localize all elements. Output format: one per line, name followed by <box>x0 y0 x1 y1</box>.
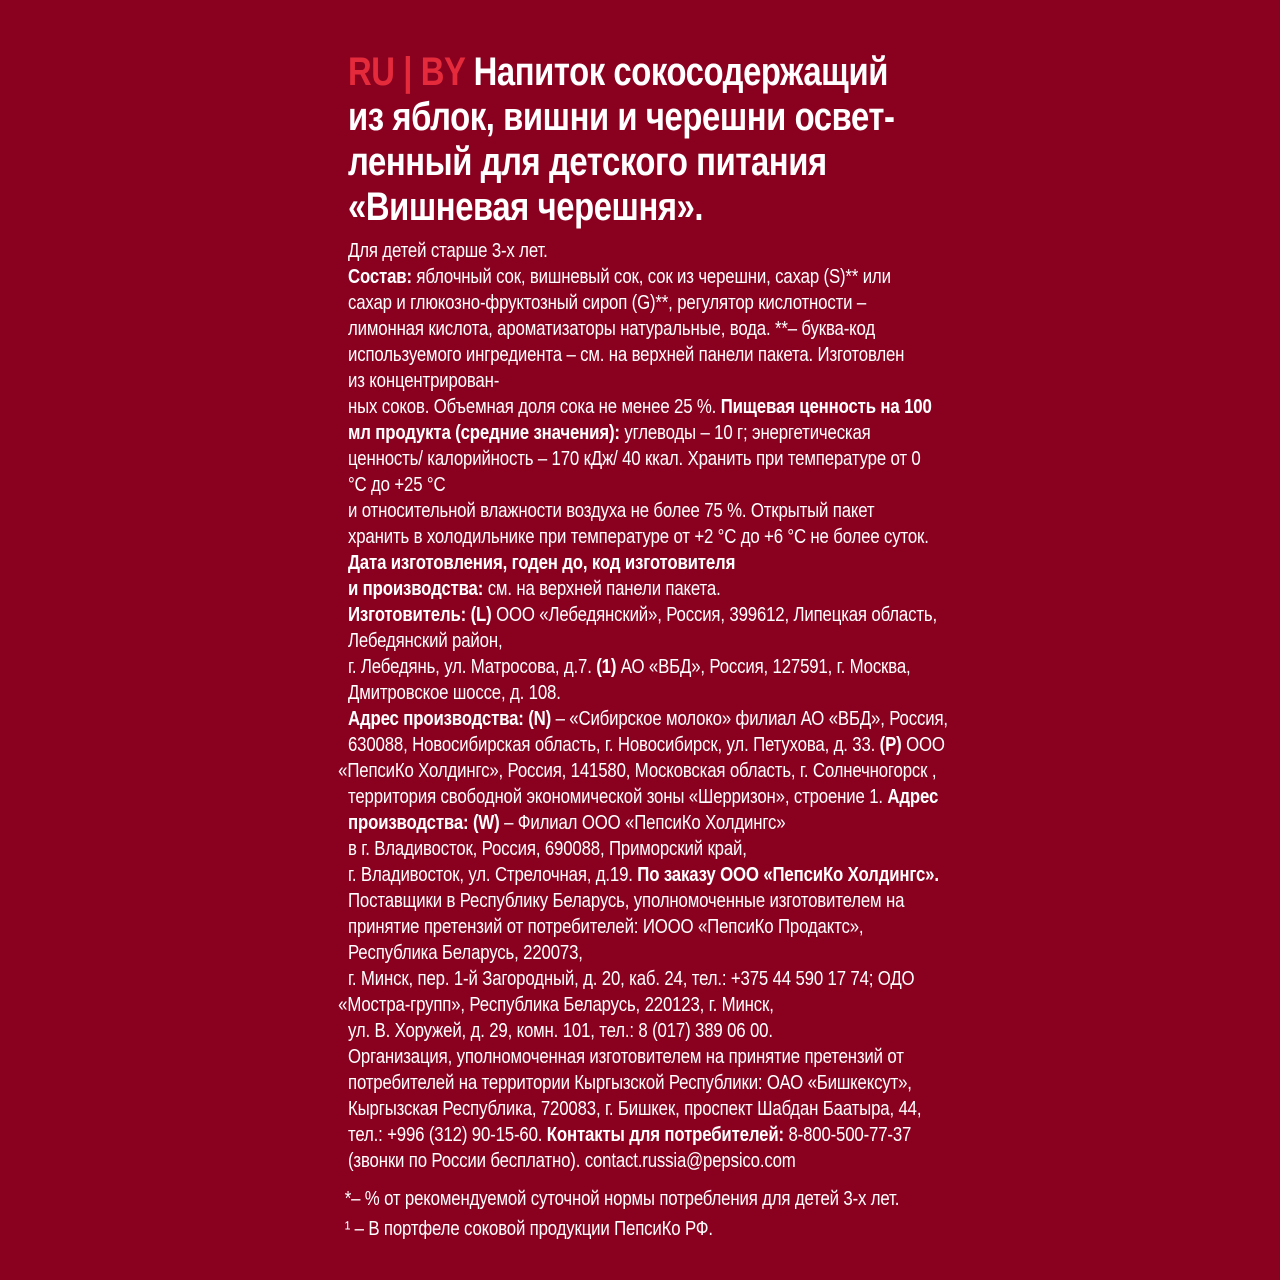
label-text: из концентрирован- <box>348 369 500 392</box>
label-text: в г. Владивосток, Россия, 690088, Приморский край, <box>348 837 747 860</box>
label-text: 8-800-500-77-37 <box>783 1123 912 1146</box>
bold-label-text: Адрес производства: (N) <box>348 707 552 730</box>
label-text-line <box>348 654 938 680</box>
bold-label-text: Адрес <box>887 785 939 808</box>
label-text-line <box>348 1018 938 1044</box>
label-text: Для детей старше 3-х лет. <box>348 239 548 262</box>
label-text-line <box>348 888 938 914</box>
label-text: °С до +25 °С <box>348 473 446 496</box>
label-text-line <box>348 862 938 888</box>
label-text: г. Минск, пер. 1-й Загородный, д. 20, каб. 24, тел.: +375 44 590 17 74; ОДО <box>348 967 915 990</box>
label-text: хранить в холодильнике при температуре от +2 °С до +6 °С не более суток. <box>348 525 929 548</box>
label-text-line <box>348 966 938 992</box>
title-line-2: из яблок, вишни и черешни освет- <box>348 95 895 139</box>
label-text-line <box>348 914 938 940</box>
label-text: Республика Беларусь, 220073, <box>348 941 583 964</box>
label-text-line <box>348 368 938 394</box>
title-line-3: ленный для детского питания <box>348 140 827 184</box>
label-text: «ПепсиКо Холдингс», Россия, 141580, Московская область, г. Солнечногорск , <box>338 759 937 782</box>
label-text-line <box>348 290 938 316</box>
label-text: ООО <box>901 733 945 756</box>
label-text: 630088, Новосибирская область, г. Новосибирск, ул. Петухова, д. 33. <box>348 733 880 756</box>
language-code: RU | BY <box>348 50 465 94</box>
label-text: «Мостра-групп», Республика Беларусь, 220123, г. Минск, <box>338 993 774 1016</box>
label-text-line <box>348 706 948 732</box>
label-text-line <box>348 602 938 628</box>
label-text-line <box>348 1070 938 1096</box>
label-text-line <box>348 498 938 524</box>
product-title <box>348 50 938 230</box>
label-text-line <box>348 1122 938 1148</box>
label-text: тел.: +996 (312) 90-15-60. <box>348 1123 547 1146</box>
label-text-line <box>348 810 938 836</box>
label-text: – «Сибирское молоко» филиал АО «ВБД», Россия, <box>551 707 948 730</box>
footnote-asterisk: *– % от рекомендуемой суточной нормы потребления для детей 3-х лет. <box>344 1187 900 1210</box>
bold-label-text: Изготовитель: (L) <box>348 603 492 626</box>
bold-label-text: По заказу ООО «ПепсиКо Холдингс». <box>637 863 939 886</box>
bold-label-text: Дата изготовления, годен до, код изготовителя <box>348 551 736 574</box>
label-text: АО «ВБД», Россия, 127591, г. Москва, <box>616 655 911 678</box>
bold-label-text: (1) <box>596 655 617 678</box>
label-text-line <box>348 628 938 654</box>
title-line-4: «Вишневая черешня». <box>348 185 704 229</box>
label-text-line <box>348 784 938 810</box>
label-text-line <box>348 316 938 342</box>
label-text-line <box>348 342 938 368</box>
label-text: Кыргызская Республика, 720083, г. Бишкек, проспект Шабдан Баатыра, 44, <box>348 1097 922 1120</box>
label-text: и относительной влажности воздуха не более 75 %. Открытый пакет <box>348 499 875 522</box>
label-text-line <box>348 576 938 602</box>
bold-label-text: мл продукта (средние значения): <box>348 421 620 444</box>
label-text: г. Лебедянь, ул. Матросова, д.7. <box>348 655 597 678</box>
product-label-panel <box>338 50 948 1244</box>
bold-label-text: Контакты для потребителей: <box>546 1123 784 1146</box>
label-text: Организация, уполномоченная изготовителем на принятие претензий от <box>348 1045 904 1068</box>
footnote-one: ¹ – В портфеле соковой продукции ПепсиКо РФ. <box>344 1217 713 1240</box>
label-body-text <box>338 238 948 1174</box>
label-text-line <box>338 758 938 784</box>
label-text-line <box>338 992 938 1018</box>
footnotes <box>344 1184 938 1244</box>
label-text-line <box>348 940 938 966</box>
label-text-line <box>348 420 938 446</box>
label-text: углеводы – 10 г; энергетическая <box>619 421 871 444</box>
label-text: (звонки по России бесплатно). contact.russia@pepsico.com <box>348 1149 796 1172</box>
label-text-line <box>348 238 938 264</box>
title-line-1: Напиток сокосодержащий <box>473 50 888 94</box>
label-text: лимонная кислота, ароматизаторы натуральные, вода. **– буква-код <box>348 317 875 340</box>
label-text-line <box>348 446 938 472</box>
bold-label-text: Состав: <box>348 265 412 288</box>
label-text: см. на верхней панели пакета. <box>483 577 721 600</box>
label-text: ООО «Лебедянский», Россия, 399612, Липецкая область, <box>491 603 937 626</box>
label-text-line <box>348 1148 938 1174</box>
label-text-line <box>348 264 938 290</box>
label-text-line <box>348 732 945 758</box>
label-text: г. Владивосток, ул. Стрелочная, д.19. <box>348 863 638 886</box>
label-text: ных соков. Объемная доля сока не менее 25 %. <box>348 395 721 418</box>
bold-label-text: Пищевая ценность на 100 <box>720 395 932 418</box>
bold-label-text: (P) <box>879 733 902 756</box>
label-text: территория свободной экономической зоны «Шерризон», строение 1. <box>348 785 888 808</box>
label-text: принятие претензий от потребителей: ИООО «ПепсиКо Продактс», <box>348 915 864 938</box>
label-text: используемого ингредиента – см. на верхней панели пакета. Изготовлен <box>348 343 905 366</box>
label-text-line <box>348 680 938 706</box>
label-text: Дмитровское шоссе, д. 108. <box>348 681 561 704</box>
label-text-line <box>348 394 938 420</box>
label-text: ценность/ калорийность – 170 кДж/ 40 ккал. Хранить при температуре от 0 <box>348 447 921 470</box>
label-text: яблочный сок, вишневый сок, сок из черешни, сахар (S)** или <box>411 265 891 288</box>
label-text-line <box>348 1096 938 1122</box>
label-text: сахар и глюкозно-фруктозный сироп (G)**, регулятор кислотности – <box>348 291 867 314</box>
label-text: Лебедянский район, <box>348 629 503 652</box>
label-text-line <box>348 524 938 550</box>
label-text-line <box>348 1044 938 1070</box>
label-text: ул. В. Хоружей, д. 29, комн. 101, тел.: 8 (017) 389 06 00. <box>348 1019 773 1042</box>
label-text: потребителей на территории Кыргызской Республики: ОАО «Бишкексут», <box>348 1071 912 1094</box>
label-text: Поставщики в Республику Беларусь, уполномоченные изготовителем на <box>348 889 905 912</box>
bold-label-text: производства: (W) <box>348 811 500 834</box>
label-text: – Филиал ООО «ПепсиКо Холдингс» <box>499 811 786 834</box>
label-text-line <box>348 550 938 576</box>
label-text-line <box>348 836 938 862</box>
bold-label-text: и производства: <box>348 577 484 600</box>
label-text-line <box>348 472 938 498</box>
